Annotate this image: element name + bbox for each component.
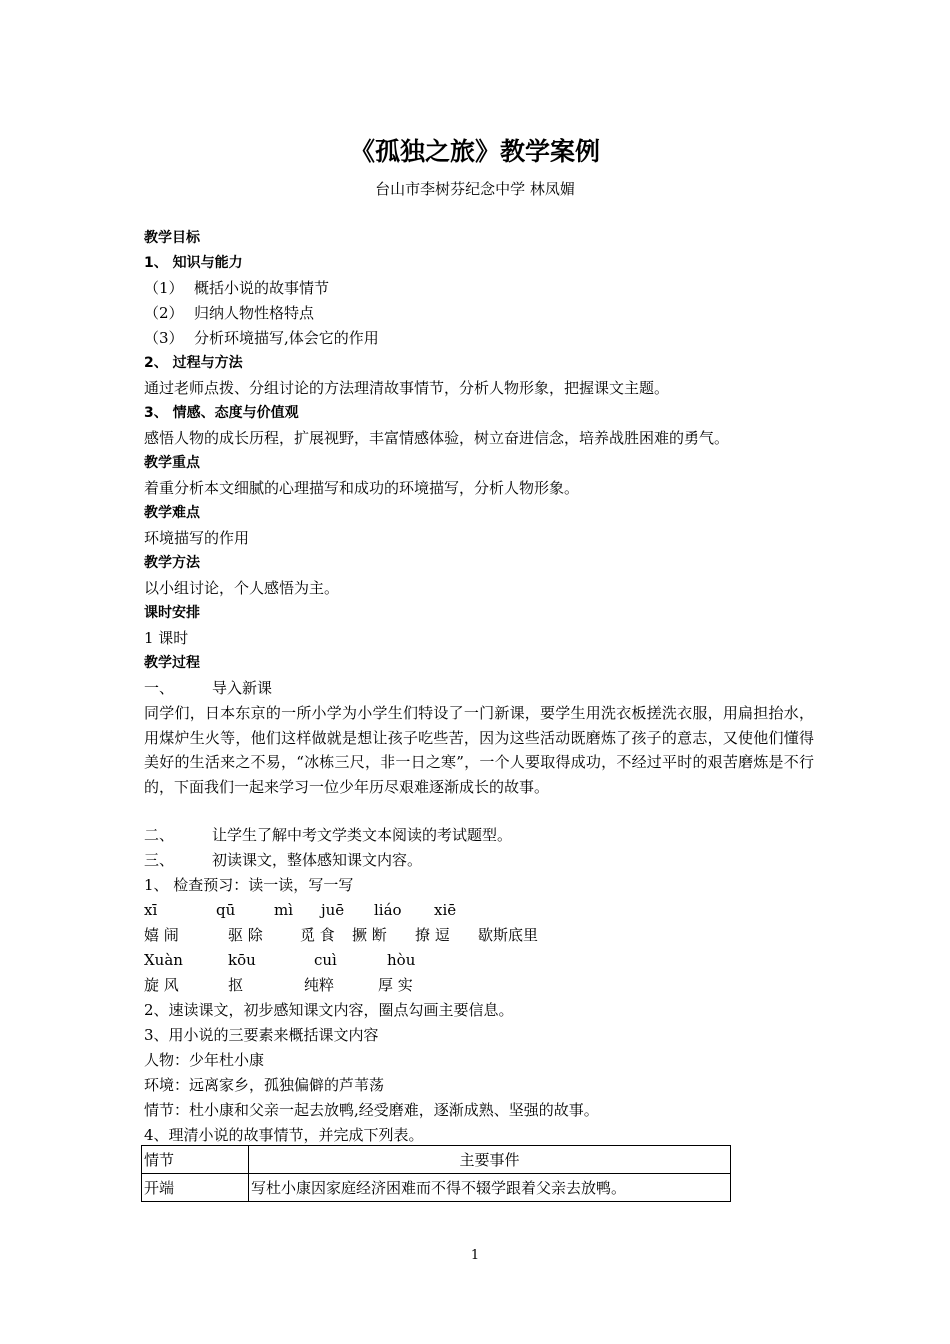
vocab-word: 纯粹 — [304, 976, 335, 994]
step-number: 一、 — [144, 679, 175, 697]
item-number: （1） — [144, 279, 184, 297]
pinyin: liáo — [374, 901, 402, 919]
item-number: （2） — [144, 304, 184, 322]
pinyin: hòu — [387, 951, 416, 969]
table-cell: 开端 — [142, 1174, 249, 1202]
author-line: 台山市李树芬纪念中学 林凤媚 — [375, 180, 575, 198]
vocab-word: 觅 食 — [300, 926, 335, 944]
element-plot: 情节：杜小康和父亲一起去放鸭,经受磨难，逐渐成熟、坚强的故事。 — [144, 1101, 599, 1119]
step-title: 让学生了解中考文学类文本阅读的考试题型。 — [212, 826, 513, 844]
sub-step-1: 1、 检查预习：读一读，写一写 — [144, 876, 354, 894]
element-setting: 环境：远离家乡，孤独偏僻的芦苇荡 — [144, 1076, 385, 1094]
words-row-1 — [144, 923, 814, 948]
subheading-attitude: 3、 情感、态度与价值观 — [144, 405, 299, 421]
sub-step-3: 3、用小说的三要素来概括课文内容 — [144, 1026, 379, 1044]
document-body — [144, 226, 814, 1148]
step-title: 导入新课 — [212, 679, 273, 697]
pinyin: qū — [216, 901, 236, 919]
vocab-word: 歇斯底里 — [478, 926, 539, 944]
heading-objectives: 教学目标 — [144, 230, 200, 246]
subheading-process-method: 2、 过程与方法 — [144, 355, 243, 371]
focus-text: 着重分析本文细腻的心理描写和成功的环境描写，分析人物形象。 — [144, 479, 580, 497]
item-text: 概括小说的故事情节 — [194, 279, 330, 297]
step-1 — [144, 676, 814, 701]
method-text: 以小组讨论，个人感悟为主。 — [144, 579, 340, 597]
pinyin: juē — [321, 901, 345, 919]
vocab-word: 抠 — [228, 976, 244, 994]
blank-line — [144, 799, 814, 823]
item-text: 归纳人物性格特点 — [194, 304, 315, 322]
pinyin: xiē — [434, 901, 457, 919]
step-number: 二、 — [144, 826, 175, 844]
words-row-2 — [144, 973, 814, 998]
pinyin-row-2 — [144, 948, 814, 973]
table-cell: 写杜小康因家庭经济困难而不得不辍学跟着父亲去放鸭。 — [249, 1174, 731, 1202]
process-method-text: 通过老师点拨、分组讨论的方法理清故事情节，分析人物形象，把握课文主题。 — [144, 379, 670, 397]
vocab-word: 驱 除 — [228, 926, 263, 944]
attitude-text: 感悟人物的成长历程，扩展视野，丰富情感体验，树立奋进信念，培养战胜困难的勇气。 — [144, 429, 730, 447]
pinyin: kōu — [228, 951, 256, 969]
step-number: 三、 — [144, 851, 175, 869]
element-person: 人物：少年杜小康 — [144, 1051, 265, 1069]
vocab-word: 嬉 闹 — [144, 926, 179, 944]
document-title: 《孤独之旅》教学案例 — [349, 137, 600, 166]
heading-process: 教学过程 — [144, 655, 200, 671]
objective-item — [144, 326, 814, 351]
pinyin: Xuàn — [144, 951, 183, 969]
subheading-knowledge: 1、 知识与能力 — [144, 255, 243, 271]
step-title: 初读课文，整体感知课文内容。 — [212, 851, 423, 869]
vocab-word: 撅 断 — [352, 926, 387, 944]
item-text: 分析环境描写,体会它的作用 — [194, 329, 379, 347]
table-header-cell: 主要事件 — [249, 1146, 731, 1174]
vocab-word: 旋 风 — [144, 976, 179, 994]
objective-item — [144, 301, 814, 326]
pinyin: cuì — [314, 951, 337, 969]
table-header-cell: 情节 — [142, 1146, 249, 1174]
pinyin-row-1 — [144, 898, 814, 923]
heading-difficulty: 教学难点 — [144, 505, 200, 521]
item-number: （3） — [144, 329, 184, 347]
step-3 — [144, 848, 814, 873]
page-number: 1 — [470, 1248, 480, 1263]
pinyin: xī — [144, 901, 158, 919]
heading-schedule: 课时安排 — [144, 605, 200, 621]
table-header-row — [142, 1146, 731, 1174]
sub-step-4: 4、理清小说的故事情节，并完成下列表。 — [144, 1126, 424, 1144]
sub-step-2: 2、速读课文，初步感知课文内容，圈点勾画主要信息。 — [144, 1001, 514, 1019]
heading-method: 教学方法 — [144, 555, 200, 571]
objective-item — [144, 276, 814, 301]
step-2 — [144, 823, 814, 848]
difficulty-text: 环境描写的作用 — [144, 529, 250, 547]
plot-events-table — [141, 1145, 731, 1202]
table-row — [142, 1174, 731, 1202]
pinyin: mì — [274, 901, 294, 919]
intro-paragraph: 同学们，日本东京的一所小学为小学生们特设了一门新课，要学生用洗衣板搓洗衣服，用扁担抬水，用煤炉生火等，他们这样做就是想让孩子吃些苦，因为这些活动既磨炼了孩子的意志，又使他们懂得美好的生活来之不易，“冰栋三尺，非一日之寒”，一个人要取得成功，不经过平时的艰苦磨炼是不行的，下面我们一起来学习一位少年历尽艰难逐渐成长的故事。 — [144, 704, 814, 796]
schedule-text: 1 课时 — [144, 629, 189, 647]
vocab-word: 撩 逗 — [415, 926, 450, 944]
vocab-word: 厚 实 — [378, 976, 413, 994]
heading-focus: 教学重点 — [144, 455, 200, 471]
